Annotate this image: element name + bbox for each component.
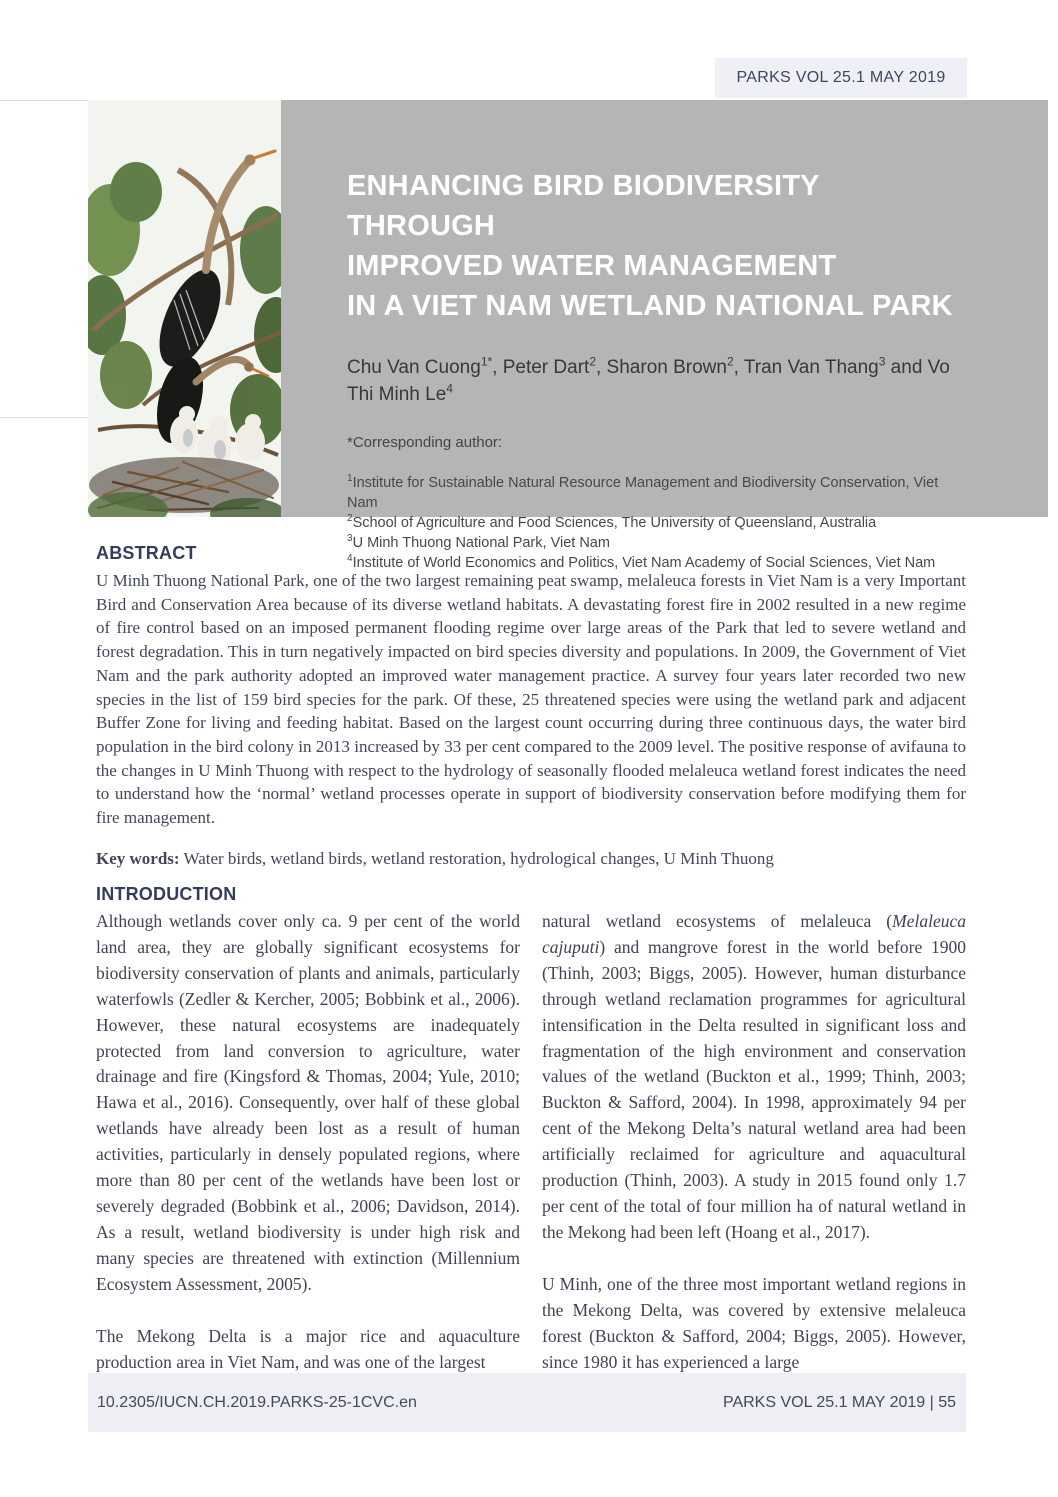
margin-rule-mid [0, 417, 88, 418]
intro-paragraph-2: The Mekong Delta is a major rice and aquaculture production area in Viet Nam, and was one of the largest [96, 1325, 520, 1372]
affiliation-4: $^4$Institute of World Economics and Politics, Viet Nam Academy of Social Sciences, Viet Nam [347, 553, 936, 571]
page-footer [88, 1373, 966, 1432]
species-name-italic: Melaleuca cajuputi [542, 911, 966, 957]
left-column [96, 909, 520, 1375]
right-column [542, 909, 966, 1375]
keywords-text: Water birds, wetland birds, wetland restoration, hydrological changes, U Minh Thuong [179, 848, 774, 868]
footer-doi: 10.2305/IUCN.CH.2019.PARKS-25-1CVC.en [97, 1393, 417, 1411]
abstract-heading: ABSTRACT [96, 543, 197, 563]
intro-paragraph-4: U Minh, one of the three most important wetland regions in the Mekong Delta, was covered by extensive melaleuca forest (Buckton & Safford, 2004; Biggs, 2005). However, since 1980 it has experienced a large [542, 1273, 966, 1372]
affiliation-3: $^3$U Minh Thuong National Park, Viet Nam [347, 533, 610, 551]
introduction-heading: INTRODUCTION [96, 884, 237, 904]
footer-issue-page: PARKS VOL 25.1 MAY 2019 | 55 [722, 1393, 956, 1411]
affiliation-1: $^1$Institute for Sustainable Natural Resource Management and Biodiversity Conservation, Viet Nam [347, 473, 939, 511]
abstract-text: U Minh Thuong National Park, one of the two largest remaining peat swamp, melaleuca forests in Viet Nam is a very Important Bird and Conservation Area because of its diverse wetland habitats. A devastating forest fire in 2002 resulted in a new regime of fire control based on an imposed permanent flooding regime over large areas of the Park that led to severe wetland and forest degradation. This in turn negatively impacted on bird species diversity and populations. In 2009, the Government of Viet Nam and the park authority adopted an improved water management practice. A survey four years later recorded two new species in the list of 159 bird species for the park. Of these, 25 threatened species were using the wetland park and adjacent Buffer Zone for living and feeding habitat. Based on the largest count occurring during three continuous days, the water bird population in the bird colony in 2013 increased by 33 per cent compared to the 2009 level. The positive response of avifauna to the changes in U Minh Thuong with respect to the hydrology of seasonally flooded melaleuca wetland forest indicates the need to understand how the ‘normal’ wetland processes operate in support of biodiversity conservation before modifying them for fire management. [96, 571, 966, 828]
title-line-1: ENHANCING BIRD BIODIVERSITY THROUGH [347, 170, 820, 242]
margin-rule-top [0, 100, 88, 101]
journal-issue-badge: PARKS VOL 25.1 MAY 2019 [715, 58, 967, 98]
introduction-section [96, 884, 966, 1375]
bird-photo [88, 100, 281, 517]
title-line-2: IMPROVED WATER MANAGEMENT [347, 250, 837, 282]
bird-photo-illustration [88, 100, 281, 517]
intro-paragraph-1: Although wetlands cover only ca. 9 per cent of the world land area, they are globally significant ecosystems for biodiversity conservation of plants and animals, particularly waterfowls (Zedler & Kercher, 2005; Bobbink et al., 2006). However, these natural ecosystems are inadequately protected from land conversion to agriculture, water drainage and fire (Kingsford & Thomas, 2004; Yule, 2010; Hawa et al., 2016). Consequently, over half of these global wetlands have already been lost as a result of human activities, particularly in densely populated regions, where more than 80 per cent of the wetlands have been lost or severely degraded (Bobbink et al., 2006; Davidson, 2014). As a result, wetland biodiversity is under high risk and many species are threatened with extinction (Millennium Ecosystem Assessment, 2005). [96, 911, 520, 1294]
abstract-section [96, 543, 966, 870]
article-title [347, 166, 960, 326]
affiliation-2: $^2$School of Agriculture and Food Sciences, The University of Queensland, Australia [347, 513, 877, 531]
author-line: Chu Van Cuong$^{1*}$, Peter Dart$^2$, Sharon Brown$^2$, Tran Van Thang$^3$ and Vo Thi Minh Le$^4$ [347, 354, 950, 405]
intro-paragraph-3: natural wetland ecosystems of melaleuca (Melaleuca cajuputi) and mangrove forest in the world before 1900 (Thinh, 2003; Biggs, 2005). However, human disturbance through wetland reclamation programmes for agricultural intensification in the Delta resulted in significant loss and fragmentation of the high environment and conservation values of the wetland (Buckton et al., 1999; Thinh, 2003; Buckton & Safford, 2004). In 1998, approximately 94 per cent of the Mekong Delta’s natural wetland area had been artificially reclaimed for agriculture and aquacultural production (Thinh, 2003). A study in 2015 found only 1.7 per cent of the total of four million ha of natural wetland in the Mekong had been left (Hoang et al., 2017). [542, 911, 966, 1242]
title-line-3: IN A VIET NAM WETLAND NATIONAL PARK [347, 290, 953, 322]
keywords-label: Key words: [96, 848, 180, 868]
article-header [281, 100, 1048, 571]
two-column-body [96, 909, 966, 1375]
corresponding-author-note: *Corresponding author: [347, 434, 503, 451]
keywords-line [96, 847, 966, 871]
